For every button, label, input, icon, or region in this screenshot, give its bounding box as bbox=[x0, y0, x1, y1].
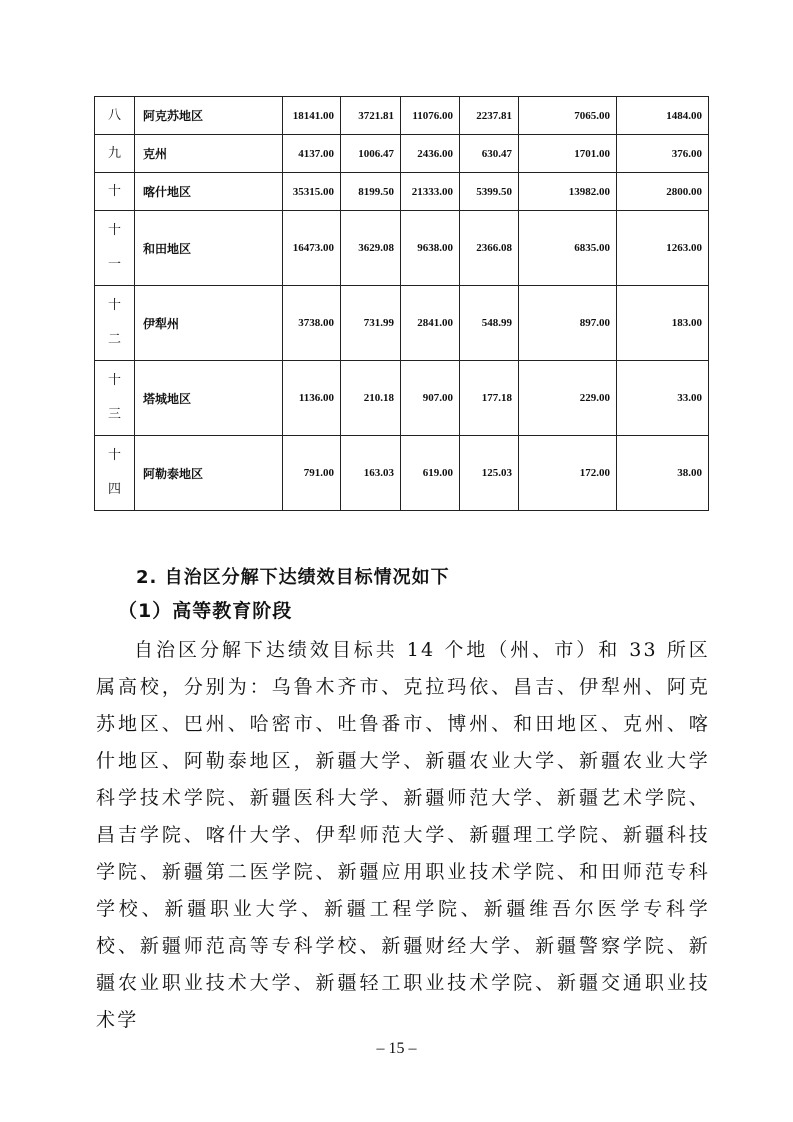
value-cell: 907.00 bbox=[401, 361, 460, 436]
value-cell: 1484.00 bbox=[617, 97, 709, 135]
value-cell: 38.00 bbox=[617, 436, 709, 511]
value-cell: 9638.00 bbox=[401, 211, 460, 286]
row-index-char: 十 bbox=[107, 448, 121, 463]
value-cell: 2800.00 bbox=[617, 173, 709, 211]
value-cell: 229.00 bbox=[519, 361, 617, 436]
region-name: 喀什地区 bbox=[135, 173, 283, 211]
value-cell: 3721.81 bbox=[341, 97, 401, 135]
value-cell: 18141.00 bbox=[283, 97, 341, 135]
value-cell: 2841.00 bbox=[401, 286, 460, 361]
row-index-char: 八 bbox=[107, 107, 121, 123]
table-row bbox=[95, 436, 709, 511]
value-cell: 177.18 bbox=[460, 361, 519, 436]
row-index-char: 十 bbox=[107, 223, 121, 238]
value-cell: 183.00 bbox=[617, 286, 709, 361]
row-index-char: 十 bbox=[107, 373, 121, 388]
value-cell: 1006.47 bbox=[341, 135, 401, 173]
row-index-char: 十 bbox=[107, 183, 121, 199]
value-cell: 21333.00 bbox=[401, 173, 460, 211]
value-cell: 6835.00 bbox=[519, 211, 617, 286]
row-index bbox=[95, 97, 135, 135]
value-cell: 1136.00 bbox=[283, 361, 341, 436]
funding-table bbox=[94, 96, 709, 511]
value-cell: 210.18 bbox=[341, 361, 401, 436]
value-cell: 5399.50 bbox=[460, 173, 519, 211]
region-name: 阿克苏地区 bbox=[135, 97, 283, 135]
value-cell: 7065.00 bbox=[519, 97, 617, 135]
subsection-heading: （1）高等教育阶段 bbox=[118, 600, 293, 622]
value-cell: 619.00 bbox=[401, 436, 460, 511]
table-row bbox=[95, 361, 709, 436]
table-row bbox=[95, 173, 709, 211]
page-number: – 15 – bbox=[376, 1040, 417, 1057]
value-cell: 8199.50 bbox=[341, 173, 401, 211]
row-index-char: 三 bbox=[107, 407, 121, 422]
value-cell: 3629.08 bbox=[341, 211, 401, 286]
row-index bbox=[95, 211, 135, 286]
value-cell: 630.47 bbox=[460, 135, 519, 173]
row-index-char: 九 bbox=[107, 145, 121, 161]
row-index bbox=[95, 286, 135, 361]
row-index-char: 一 bbox=[107, 257, 121, 272]
region-name: 和田地区 bbox=[135, 211, 283, 286]
region-name: 塔城地区 bbox=[135, 361, 283, 436]
row-index-char: 十 bbox=[107, 298, 121, 313]
value-cell: 2366.08 bbox=[460, 211, 519, 286]
row-index-char: 四 bbox=[107, 482, 121, 497]
value-cell: 1263.00 bbox=[617, 211, 709, 286]
value-cell: 3738.00 bbox=[283, 286, 341, 361]
row-index bbox=[95, 173, 135, 211]
value-cell: 2436.00 bbox=[401, 135, 460, 173]
table-row bbox=[95, 135, 709, 173]
table-row bbox=[95, 97, 709, 135]
row-index bbox=[95, 436, 135, 511]
value-cell: 897.00 bbox=[519, 286, 617, 361]
value-cell: 13982.00 bbox=[519, 173, 617, 211]
table-row bbox=[95, 211, 709, 286]
value-cell: 163.03 bbox=[341, 436, 401, 511]
row-index bbox=[95, 361, 135, 436]
row-index bbox=[95, 135, 135, 173]
table-row bbox=[95, 286, 709, 361]
region-name: 伊犁州 bbox=[135, 286, 283, 361]
region-name: 阿勒泰地区 bbox=[135, 436, 283, 511]
value-cell: 1701.00 bbox=[519, 135, 617, 173]
value-cell: 548.99 bbox=[460, 286, 519, 361]
row-index-char: 二 bbox=[107, 332, 121, 347]
region-name: 克州 bbox=[135, 135, 283, 173]
body-paragraph: 自治区分解下达绩效目标共 14 个地（州、市）和 33 所区属高校，分别为：乌鲁木齐市、克拉玛依、昌吉、伊犁州、阿克苏地区、巴州、哈密市、吐鲁番市、博州、和田地区、克州、喀什地区、阿勒泰地区，新疆大学、新疆农业大学、新疆农业大学科学技术学院、新疆医科大学、新疆师范大学、新疆艺术学院、昌吉学院、喀什大学、伊犁师范大学、新疆理工学院、新疆科技学院、新疆第二医学院、新疆应用职业技术学院、和田师范专科学校、新疆职业大学、新疆工程学院、新疆维吾尔医学专科学校、新疆师范高等专科学校、新疆财经大学、新疆警察学院、新疆农业职业技术大学、新疆轻工职业技术学院、新疆交通职业技术学 bbox=[96, 639, 710, 1031]
value-cell: 125.03 bbox=[460, 436, 519, 511]
value-cell: 791.00 bbox=[283, 436, 341, 511]
value-cell: 731.99 bbox=[341, 286, 401, 361]
value-cell: 172.00 bbox=[519, 436, 617, 511]
value-cell: 11076.00 bbox=[401, 97, 460, 135]
section-heading: 2. 自治区分解下达绩效目标情况如下 bbox=[136, 567, 450, 588]
value-cell: 33.00 bbox=[617, 361, 709, 436]
value-cell: 35315.00 bbox=[283, 173, 341, 211]
value-cell: 4137.00 bbox=[283, 135, 341, 173]
value-cell: 376.00 bbox=[617, 135, 709, 173]
value-cell: 2237.81 bbox=[460, 97, 519, 135]
value-cell: 16473.00 bbox=[283, 211, 341, 286]
